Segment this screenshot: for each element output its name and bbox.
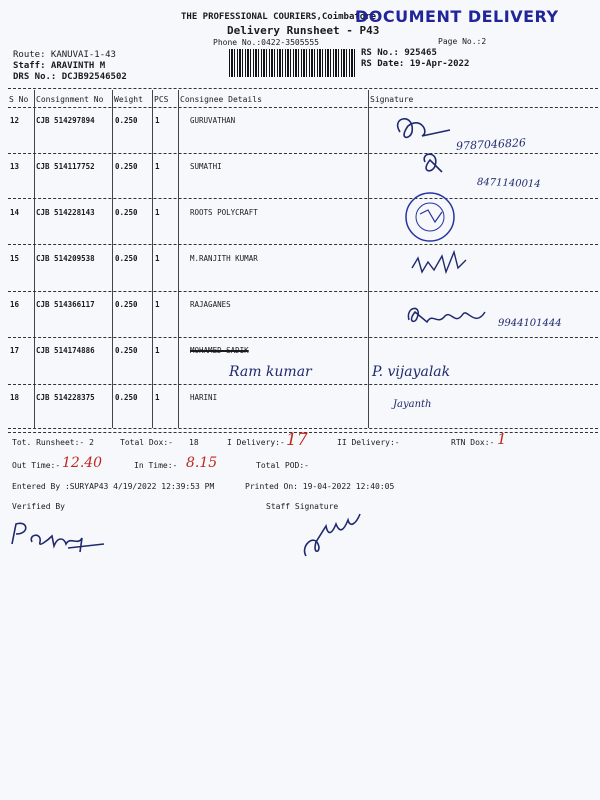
row-consignee: ROOTS POLYCRAFT bbox=[190, 208, 258, 217]
row-pcs: 1 bbox=[155, 254, 160, 263]
row-consignment: CJB 514174886 bbox=[36, 346, 95, 355]
row-consignment: CJB 514366117 bbox=[36, 300, 95, 309]
row-pcs: 1 bbox=[155, 393, 160, 402]
row-consignee: RAJAGANES bbox=[190, 300, 231, 309]
col-divider bbox=[152, 90, 153, 428]
row-consignment: CJB 514209538 bbox=[36, 254, 95, 263]
row-consignment: CJB 514297894 bbox=[36, 116, 95, 125]
col-weight: Weight bbox=[114, 95, 143, 104]
col-consignee: Consignee Details bbox=[180, 95, 262, 104]
printed-on: Printed On: 19-04-2022 12:40:05 bbox=[245, 482, 395, 491]
row-pcs: 1 bbox=[155, 208, 160, 217]
out-time-label: Out Time:- bbox=[12, 461, 61, 470]
handwritten-name-row17: Ram kumar bbox=[229, 364, 312, 380]
col-signature: Signature bbox=[370, 95, 414, 104]
in-time-value: 8.15 bbox=[186, 455, 218, 471]
row-sno: 15 bbox=[10, 254, 20, 263]
row-sno: 14 bbox=[10, 208, 20, 217]
rs-date: RS Date: 19-Apr-2022 bbox=[361, 59, 470, 69]
row-consignment: CJB 514228143 bbox=[36, 208, 95, 217]
row-sno: 18 bbox=[10, 393, 20, 402]
row-rule bbox=[8, 384, 598, 385]
col-divider bbox=[368, 90, 369, 428]
ii-delivery-label: II Delivery:- bbox=[337, 438, 400, 447]
handwritten-number-row13: 8471140014 bbox=[476, 176, 541, 191]
entered-by: Entered By :SURYAP43 4/19/2022 12:39:53 PM bbox=[12, 482, 215, 491]
row-weight: 0.250 bbox=[115, 254, 138, 263]
rs-number: RS No.: 925465 bbox=[361, 48, 437, 58]
verified-by-label: Verified By bbox=[12, 502, 65, 511]
row-consignment: CJB 514228375 bbox=[36, 393, 95, 402]
total-pod-label: Total POD:- bbox=[256, 461, 309, 470]
runsheet-title: Delivery Runsheet - P43 bbox=[227, 24, 380, 37]
header-top-rule bbox=[8, 88, 598, 89]
tot-runsheet: Tot. Runsheet:- 2 bbox=[12, 438, 94, 447]
drs-number: DRS No.: DCJB92546502 bbox=[13, 72, 127, 82]
staff-signature-label: Staff Signature bbox=[266, 502, 339, 511]
col-sno: S No bbox=[9, 95, 29, 104]
col-consignment: Consignment No bbox=[36, 95, 104, 104]
row-weight: 0.250 bbox=[115, 346, 138, 355]
phone-number: Phone No.:0422-3505555 bbox=[213, 38, 319, 47]
i-delivery-value: 17 bbox=[286, 430, 308, 450]
row-sno: 16 bbox=[10, 300, 20, 309]
col-divider bbox=[112, 90, 113, 428]
row-sno: 17 bbox=[10, 346, 20, 355]
row-pcs: 1 bbox=[155, 116, 160, 125]
row-consignee: GURUVATHAN bbox=[190, 116, 236, 125]
company-name: THE PROFESSIONAL COURIERS,Coimbatore bbox=[181, 12, 377, 22]
staff-name: Staff: ARAVINTH M bbox=[13, 61, 106, 71]
row-consignee: HARINI bbox=[190, 393, 218, 402]
row-rule bbox=[8, 337, 598, 338]
col-divider bbox=[34, 90, 35, 428]
row-pcs: 1 bbox=[155, 162, 160, 171]
row-weight: 0.250 bbox=[115, 208, 138, 217]
row-weight: 0.250 bbox=[115, 393, 138, 402]
staff-signature bbox=[298, 506, 368, 562]
row-consignee: MOHAMED SADIK bbox=[190, 346, 249, 355]
barcode bbox=[229, 49, 355, 77]
row-rule bbox=[8, 428, 598, 429]
row-consignee: M.RANJITH KUMAR bbox=[190, 254, 258, 263]
out-time-value: 12.40 bbox=[62, 455, 103, 471]
col-pcs: PCS bbox=[154, 95, 169, 104]
handwritten-phone-row16: 9944101444 bbox=[498, 318, 562, 329]
row-pcs: 1 bbox=[155, 300, 160, 309]
row-weight: 0.250 bbox=[115, 162, 138, 171]
rtn-dox-value: 1 bbox=[497, 430, 507, 448]
handwritten-signature-row18: Jayanth bbox=[393, 399, 432, 410]
row-pcs: 1 bbox=[155, 346, 160, 355]
page-number: Page No.:2 bbox=[438, 37, 487, 46]
row-sno: 13 bbox=[10, 162, 20, 171]
row-sno: 12 bbox=[10, 116, 20, 125]
total-dox-label: Total Dox:- bbox=[120, 438, 173, 447]
document-delivery-stamp: DOCUMENT DELIVERY bbox=[355, 7, 559, 26]
row-weight: 0.250 bbox=[115, 300, 138, 309]
i-delivery-label: I Delivery:- bbox=[227, 438, 285, 447]
row-consignment: CJB 514117752 bbox=[36, 162, 95, 171]
rtn-dox-label: RTN Dox:- bbox=[451, 438, 495, 447]
route: Route: KANUVAI-1-43 bbox=[13, 50, 116, 60]
signature-row16 bbox=[405, 298, 495, 338]
row-weight: 0.250 bbox=[115, 116, 138, 125]
col-divider bbox=[178, 90, 179, 428]
handwritten-phone-row12: 9787046826 bbox=[455, 136, 527, 153]
row-consignee: SUMATHI bbox=[190, 162, 222, 171]
verified-by-signature bbox=[8, 516, 108, 556]
handwritten-signature-row17: P. vijayalak bbox=[372, 364, 451, 380]
header-bottom-rule bbox=[8, 107, 598, 108]
total-dox-value: 18 bbox=[189, 438, 199, 447]
in-time-label: In Time:- bbox=[134, 461, 178, 470]
